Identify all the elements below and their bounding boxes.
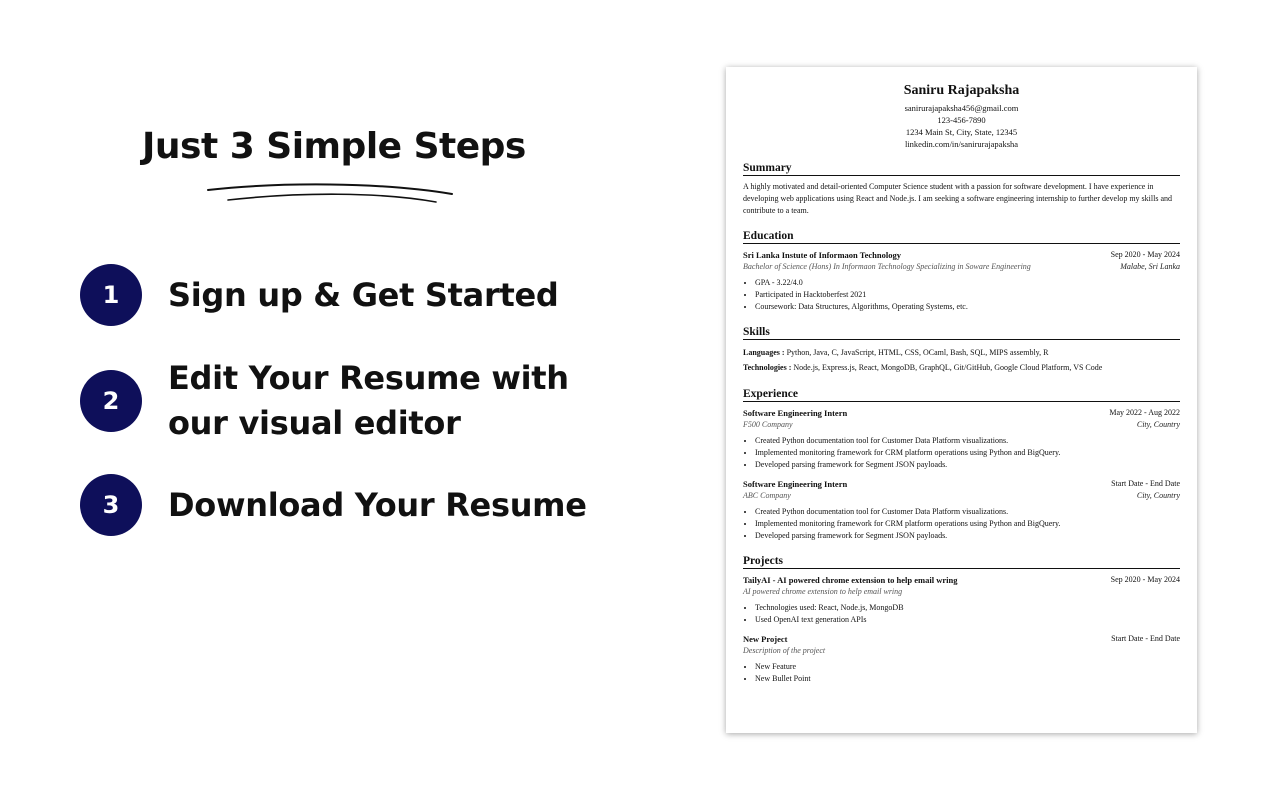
step-1 [80,264,558,326]
project-description: Description of the project [743,646,826,655]
project-bullets [743,602,1180,626]
list-item: • Technologies used: React, Node.js, MongoDB [755,602,1180,614]
project-bullets [743,661,1180,685]
company: F500 Company [743,420,793,429]
school-name: Sri Lanka Instute of Informaon Technology [743,250,901,260]
resume-phone: 123-456-7890 [937,115,986,125]
experience-bullets [743,435,1180,471]
step-2 [80,356,628,446]
resume-address: 1234 Main St, City, State, 12345 [905,127,1018,137]
list-item: • New Feature [755,661,1180,673]
step-number-badge: 3 [80,474,142,536]
languages-value: Python, Java, C, JavaScript, HTML, CSS, OCaml, Bash, SQL, MIPS assembly, R [786,348,1049,357]
education-location: Malabe, Sri Lanka [1120,262,1180,271]
underline-swoosh-icon [200,180,460,206]
technologies-value: Node.js, Express.js, React, MongoDB, GraphQL, Git/GitHub, Google Cloud Platform, VS Code [793,363,1103,372]
company: ABC Company [743,491,791,500]
degree: Bachelor of Science (Hons) In Informaon Technology Specializing in Soware Engineering [743,262,1031,271]
step-label: Edit Your Resume with our visual editor [168,359,569,442]
list-item: • New Bullet Point [755,673,1180,685]
experience-dates: May 2022 - Aug 2022 [1109,408,1180,417]
role: Software Engineering Intern [743,408,848,418]
step-3 [80,474,587,536]
skills-title: Skills [743,326,1180,340]
list-item: • Implemented monitoring framework for CRM platform operations using Python and BigQuery. [755,518,1180,530]
list-item: • GPA - 3.22/4.0 [755,277,1180,289]
list-item: • Implemented monitoring framework for CRM platform operations using Python and BigQuery. [755,447,1180,459]
education-subheader [743,261,1180,273]
step-label: Sign up & Get Started [168,275,559,314]
experience-title: Experience [743,388,1180,402]
experience-entry [743,478,1180,542]
experience-bullets [743,506,1180,542]
summary-title: Summary [743,162,1180,176]
list-item: • Coursework: Data Structures, Algorithms, Operating Systems, etc. [755,301,1180,313]
project-entry [743,633,1180,685]
resume-email: sanirurajapaksha456@gmail.com [904,103,1019,113]
education-dates: Sep 2020 - May 2024 [1110,250,1180,259]
step-number-badge: 1 [80,264,142,326]
page-heading: Just 3 Simple Steps [142,126,526,167]
project-dates: Start Date - End Date [1111,634,1180,643]
list-item: • Created Python documentation tool for Customer Data Platform visualizations. [755,506,1180,518]
list-item: • Used OpenAI text generation APIs [755,614,1180,626]
education-header [743,249,1180,261]
list-item: • Participated in Hacktoberfest 2021 [755,289,1180,301]
project-dates: Sep 2020 - May 2024 [1110,575,1180,584]
step-number-badge: 2 [80,370,142,432]
resume-name: Saniru Rajapaksha [903,83,1020,98]
languages-label: Languages : [743,348,785,357]
skills-languages [743,345,1180,360]
step-label: Download Your Resume [168,485,587,524]
projects-title: Projects [743,555,1180,569]
list-item: • Developed parsing framework for Segment JSON payloads. [755,459,1180,471]
role: Software Engineering Intern [743,479,848,489]
project-title: New Project [743,634,788,644]
education-title: Education [743,230,1180,244]
resume-contact [743,102,1180,150]
experience-dates: Start Date - End Date [1111,479,1180,488]
education-bullets [743,277,1180,313]
technologies-label: Technologies : [743,363,792,372]
project-description: AI powered chrome extension to help email wring [743,587,903,596]
list-item: • Created Python documentation tool for Customer Data Platform visualizations. [755,435,1180,447]
skills-technologies [743,360,1180,375]
experience-location: City, Country [1136,491,1180,500]
experience-entry [743,407,1180,471]
resume-preview [726,67,1197,733]
summary-text: A highly motivated and detail-oriented Computer Science student with a passion for software development. I have experience in developing web applications using React and Node.js. I am seeking a software engineering internship to further develop my skills and contribute to a team. [743,182,1172,215]
resume-linkedin: linkedin.com/in/sanirurajapaksha [904,139,1019,149]
project-entry [743,574,1180,626]
list-item: • Developed parsing framework for Segment JSON payloads. [755,530,1180,542]
experience-location: City, Country [1136,420,1180,429]
project-title: TailyAI - AI powered chrome extension to help email wring [743,575,958,585]
